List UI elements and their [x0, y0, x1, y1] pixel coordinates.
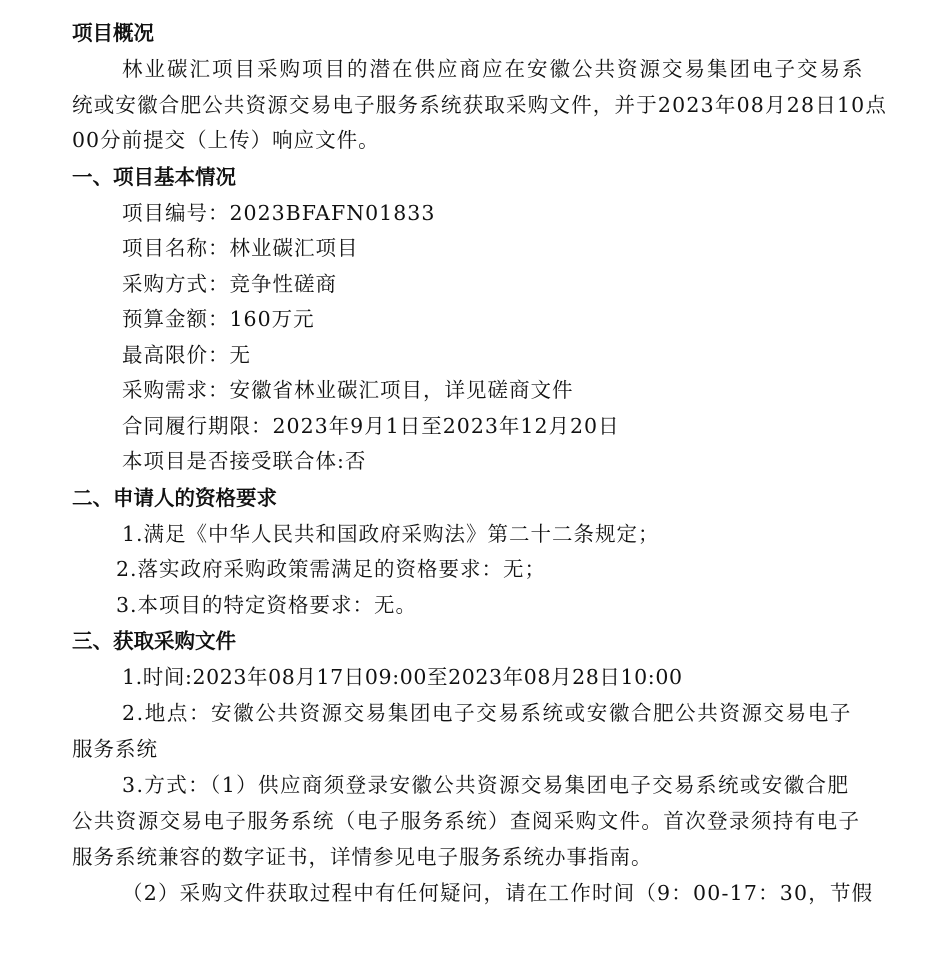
- section-3-heading: 三、获取采购文件: [72, 629, 236, 653]
- qualification-item: 2.落实政府采购政策需满足的资格要求：无；: [116, 557, 547, 581]
- project-name: 项目名称：林业碳汇项目: [122, 236, 359, 260]
- acquisition-method-line: 服务系统兼容的数字证书，详情参见电子服务系统办事指南。: [72, 845, 653, 869]
- budget-amount: 预算金额：160万元: [122, 307, 315, 331]
- acquisition-method-line: 3.方式：（1）供应商须登录安徽公共资源交易集团电子交易系统或安徽合肥: [122, 773, 850, 797]
- acquisition-time: 1.时间:2023年08月17日09:00至2023年08月28日10:00: [122, 665, 683, 689]
- acquisition-location-line: 2.地点：安徽公共资源交易集团电子交易系统或安徽合肥公共资源交易电子: [122, 701, 852, 725]
- qualification-item: 3.本项目的特定资格要求：无。: [116, 593, 418, 617]
- section-1-heading: 一、项目基本情况: [72, 165, 236, 189]
- overview-paragraph-line: 统或安徽合肥公共资源交易电子服务系统获取采购文件，并于2023年08月28日10点: [72, 93, 888, 117]
- contract-period: 合同履行期限：2023年9月1日至2023年12月20日: [122, 414, 620, 438]
- section-2-heading: 二、申请人的资格要求: [72, 486, 277, 510]
- overview-heading: 项目概况: [72, 21, 154, 45]
- acquisition-method-line: 公共资源交易电子服务系统（电子服务系统）查阅采购文件。首次登录须持有电子: [72, 809, 861, 833]
- qualification-item: 1.满足《中华人民共和国政府采购法》第二十二条规定；: [122, 522, 660, 546]
- consortium-accepted: 本项目是否接受联合体:否: [122, 449, 367, 473]
- overview-paragraph-line: 00分前提交（上传）响应文件。: [72, 128, 380, 152]
- project-number: 项目编号：2023BFAFN01833: [122, 201, 436, 225]
- procurement-method: 采购方式：竞争性磋商: [122, 272, 337, 296]
- maximum-price: 最高限价：无: [122, 343, 251, 367]
- acquisition-location-line: 服务系统: [72, 737, 158, 761]
- acquisition-method-line: （2）采购文件获取过程中有任何疑问，请在工作时间（9：00-17：30，节假: [122, 881, 874, 905]
- overview-paragraph-line: 林业碳汇项目采购项目的潜在供应商应在安徽公共资源交易集团电子交易系: [122, 57, 865, 81]
- procurement-requirement: 采购需求：安徽省林业碳汇项目，详见磋商文件: [122, 378, 574, 402]
